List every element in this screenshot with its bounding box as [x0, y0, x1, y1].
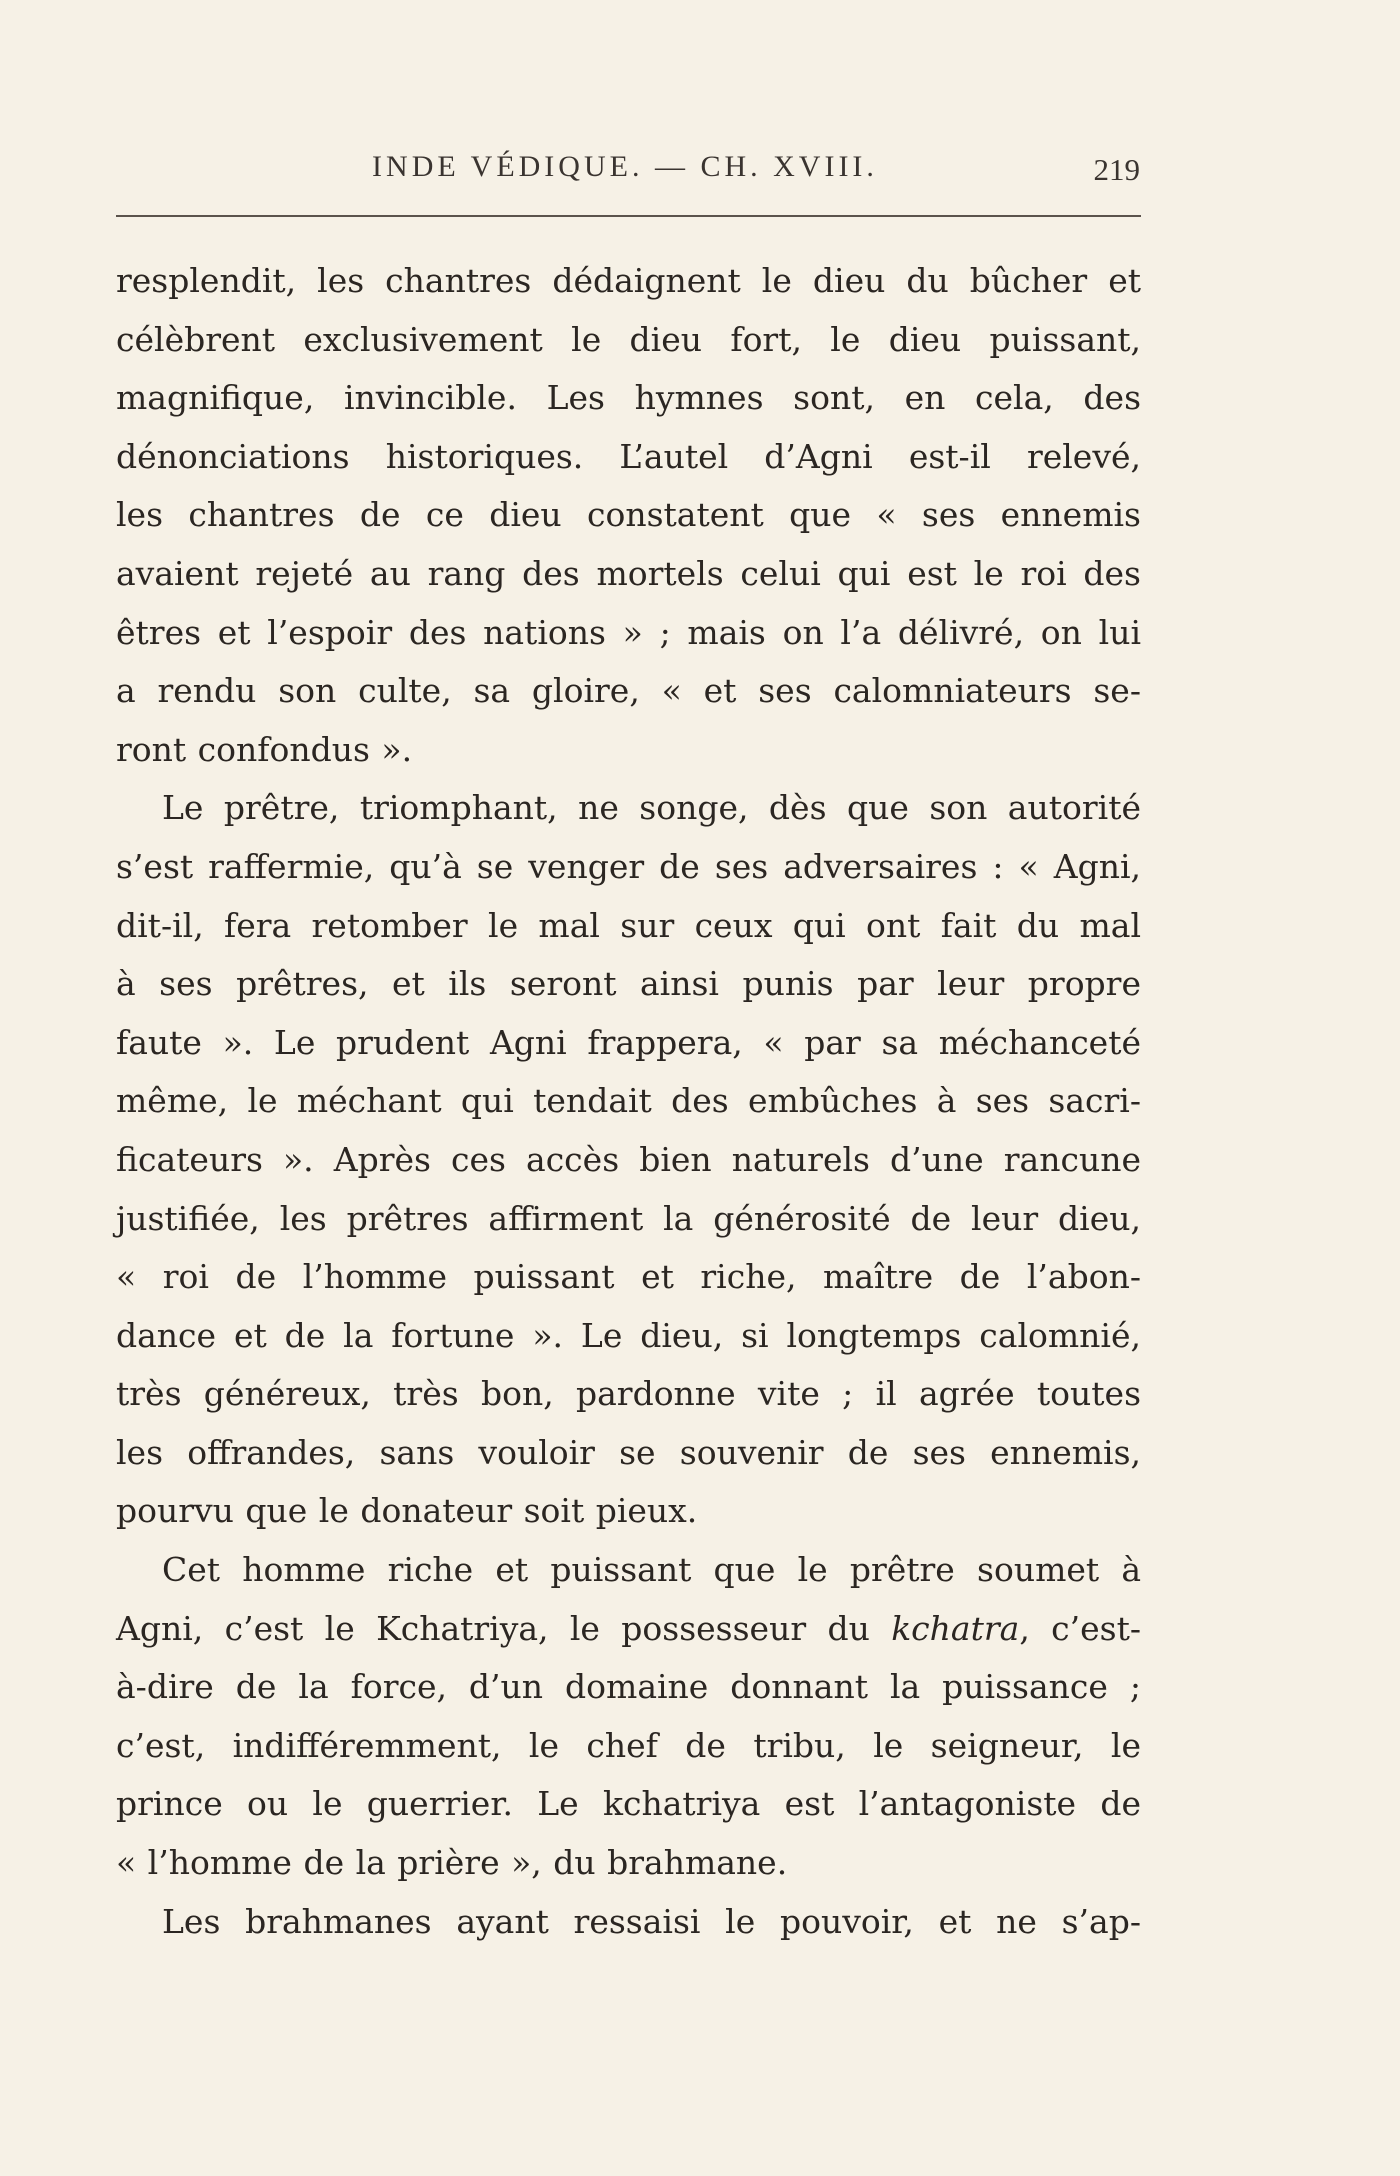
text-line: dance et de la fortune ». Le dieu, si longtemps calomnié, — [116, 1315, 1141, 1355]
text-line: même, le méchant qui tendait des embûches à ses sacri- — [116, 1081, 1141, 1121]
text-segment: Agni, c’est le Kchatriya, le possesseur du — [116, 1608, 870, 1648]
text-line: avaient rejeté au rang des mortels celui qui est le roi des — [116, 553, 1141, 593]
text-line: dit-il, fera retomber le mal sur ceux qui ont fait du mal — [116, 905, 1141, 945]
paragraph-start-line: Cet homme riche et puissant que le prêtre soumet à — [162, 1550, 1141, 1590]
body-text — [116, 252, 1141, 1951]
paragraph-end-line: pourvu que le donateur soit pieux. — [116, 1491, 698, 1531]
text-line: prince ou le guerrier. Le kchatriya est l’antagoniste de — [116, 1784, 1141, 1824]
text-line: à-dire de la force, d’un domaine donnant la puissance ; — [116, 1667, 1141, 1707]
text-line: resplendit, les chantres dédaignent le dieu du bûcher et — [116, 261, 1141, 300]
text-segment: , c’est- — [1019, 1608, 1141, 1648]
text-line: « roi de l’homme puissant et riche, maître de l’abon- — [116, 1257, 1141, 1297]
header-rule — [116, 215, 1141, 217]
text-line: magnifique, invincible. Les hymnes sont, en cela, des — [116, 378, 1141, 418]
text-line: faute ». Le prudent Agni frappera, « par sa méchanceté — [116, 1022, 1141, 1062]
text-line: a rendu son culte, sa gloire, « et ses calomniateurs se- — [116, 671, 1141, 711]
text-line: s’est raffermie, qu’à se venger de ses adversaires : « Agni, — [116, 846, 1141, 886]
text-line-with-italic — [116, 1600, 1141, 1659]
running-head — [110, 150, 1140, 200]
text-line: très généreux, très bon, pardonne vite ; il agrée toutes — [116, 1374, 1141, 1414]
text-line: êtres et l’espoir des nations » ; mais on l’a délivré, on lui — [116, 612, 1141, 652]
text-line: les offrandes, sans vouloir se souvenir de ses ennemis, — [116, 1432, 1141, 1472]
paragraph-end-line: ront confondus ». — [116, 729, 413, 769]
paragraph-end-line: « l’homme de la prière », du brahmane. — [116, 1843, 788, 1883]
text-line: c’est, indifféremment, le chef de tribu, le seigneur, le — [116, 1725, 1141, 1765]
text-line: dénonciations historiques. L’autel d’Agni est-il relevé, — [116, 436, 1141, 476]
text-line: justifiée, les prêtres affirment la générosité de leur dieu, — [116, 1198, 1141, 1238]
page-number: 219 — [1093, 152, 1140, 187]
text-line: les chantres de ce dieu constatent que « ses ennemis — [116, 495, 1141, 535]
running-title: INDE VÉDIQUE. — CH. XVIII. — [372, 150, 878, 183]
text-line: à ses prêtres, et ils seront ainsi punis par leur propre — [116, 964, 1141, 1004]
paragraph-start-line: Les brahmanes ayant ressaisi le pouvoir, et ne s’ap- — [162, 1901, 1141, 1941]
paragraph-start-line: Le prêtre, triomphant, ne songe, dès que son autorité — [162, 788, 1141, 828]
text-line: ficateurs ». Après ces accès bien naturels d’une rancune — [116, 1139, 1141, 1179]
text-line: célèbrent exclusivement le dieu fort, le dieu puissant, — [116, 319, 1141, 359]
italic-term: kchatra — [891, 1608, 1020, 1648]
